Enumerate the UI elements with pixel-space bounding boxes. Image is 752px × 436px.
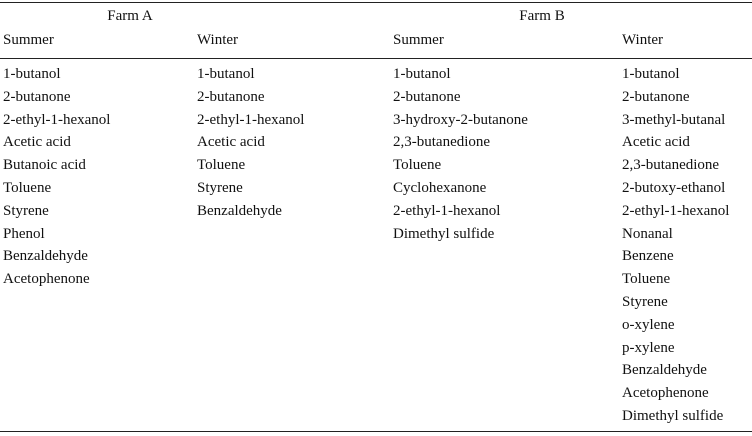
compound-cell: 2-ethyl-1-hexanol [393,202,501,219]
farm-a-summer-header: Summer [3,32,54,48]
compound-cell: Benzaldehyde [622,362,707,379]
compound-cell: Styrene [3,202,49,219]
compound-cell: Styrene [622,293,668,310]
compound-cell: 1-butanol [393,66,451,82]
compound-cell: 2-ethyl-1-hexanol [197,111,305,128]
compound-cell: 1-butanol [3,66,61,82]
compound-cell: Acetophenone [622,385,709,402]
compound-cell: o-xylene [622,316,675,333]
compound-cell: Acetic acid [197,134,265,151]
farm-a-winter-column [197,63,304,223]
compound-cell: Toluene [622,271,671,288]
compound-cell: 1-butanol [197,66,255,82]
compound-cell: 2-butoxy-ethanol [622,179,726,196]
compound-cell: Butanoic acid [3,157,86,174]
bottom-rule [0,431,752,432]
compound-cell: 2,3-butanedione [393,134,491,151]
compound-cell: Nonanal [622,225,673,242]
compound-cell: Toluene [197,157,246,174]
compound-cell: Acetic acid [622,134,690,151]
compound-cell: Toluene [393,157,442,174]
farm-b-header: Farm B [519,8,565,24]
farm-a-winter-header: Winter [197,32,239,48]
header-rule [0,58,752,59]
compound-cell: 2-butanone [197,88,265,105]
compound-cell: 2-ethyl-1-hexanol [622,202,730,219]
compound-cell: Toluene [3,179,52,196]
farm-b-winter-header: Winter [622,32,664,48]
compound-cell: 2-butanone [3,88,71,105]
compound-cell: Benzene [622,248,674,265]
compound-cell: Acetophenone [3,271,90,288]
compound-cell: p-xylene [622,339,675,356]
compound-cell: Benzaldehyde [3,248,88,265]
compound-cell: 2,3-butanedione [622,157,720,174]
farm-a-header: Farm A [107,8,153,24]
compound-cell: Dimethyl sulfide [622,407,724,424]
compound-cell: Styrene [197,179,243,196]
compound-cell: Phenol [3,225,45,242]
farm-b-winter-column [622,63,729,428]
top-rule [0,2,752,3]
compound-cell: 2-butanone [622,88,690,105]
compound-cell: Benzaldehyde [197,202,282,219]
compound-cell: 3-methyl-butanal [622,111,726,128]
compound-cell: 1-butanol [622,66,680,82]
compound-cell: Cyclohexanone [393,179,487,196]
farm-b-summer-column [393,63,528,245]
farm-a-summer-column [3,63,110,291]
compound-cell: 2-butanone [393,88,461,105]
compound-cell: 2-ethyl-1-hexanol [3,111,111,128]
compound-cell: 3-hydroxy-2-butanone [393,111,528,128]
farm-b-summer-header: Summer [393,32,444,48]
compound-cell: Acetic acid [3,134,71,151]
compound-cell: Dimethyl sulfide [393,225,495,242]
